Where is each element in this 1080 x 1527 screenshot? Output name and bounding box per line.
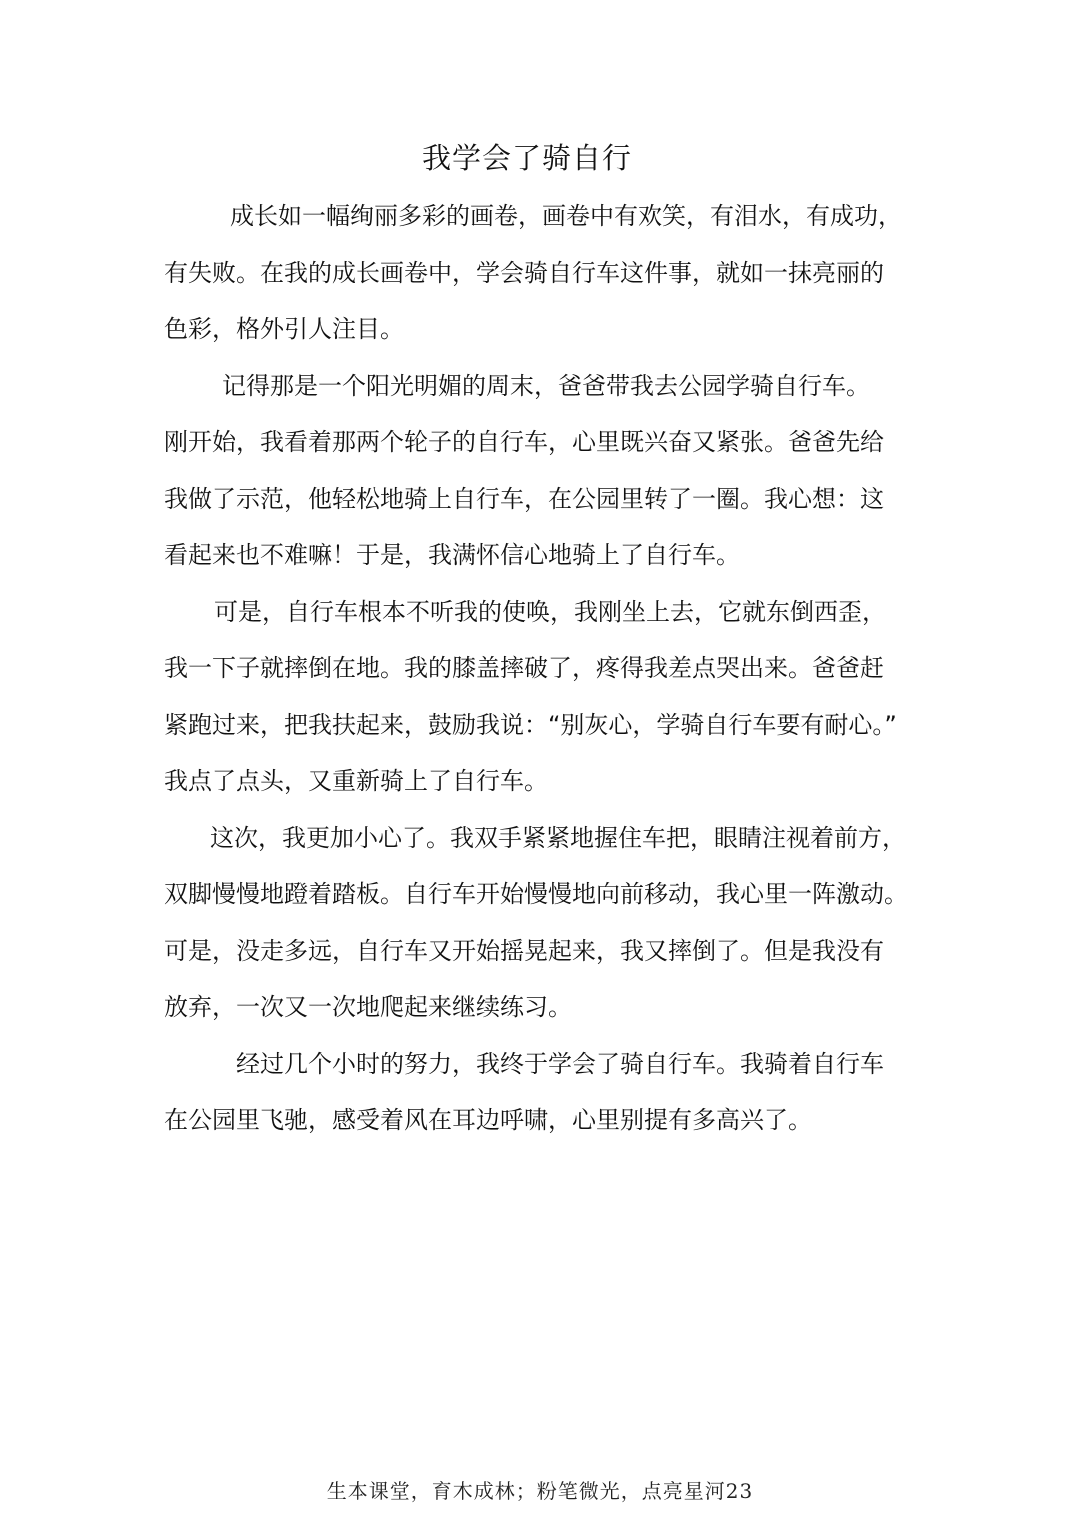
essay-body xyxy=(164,188,920,1149)
paragraph-1 xyxy=(164,188,920,358)
paragraph-line: 有失败。在我的成长画卷中，学会骑自行车这件事，就如一抹亮丽的 xyxy=(164,258,884,287)
paragraph-line: 刚开始，我看着那两个轮子的自行车，心里既兴奋又紧张。爸爸先给 xyxy=(164,428,884,456)
essay-title: 我学会了骑自行 xyxy=(421,141,632,175)
page-footer: 生本课堂，育木成林；粉笔微光，点亮星河23 xyxy=(326,1479,754,1503)
paragraph-line: 我一下子就摔倒在地。我的膝盖摔破了，疼得我差点哭出来。爸爸赶 xyxy=(164,654,884,682)
paragraph-line: 我做了示范，他轻松地骑上自行车，在公园里转了一圈。我心想：这 xyxy=(164,484,884,513)
paragraph-line: 可是，没走多远，自行车又开始摇晃起来，我又摔倒了。但是我没有 xyxy=(164,936,884,965)
paragraph-2 xyxy=(164,358,920,584)
paragraph-line: 双脚慢慢地蹬着踏板。自行车开始慢慢地向前移动，我心里一阵激动。 xyxy=(164,880,908,908)
paragraph-line: 放弃，一次又一次地爬起来继续练习。 xyxy=(164,993,572,1021)
paragraph-5 xyxy=(164,1036,920,1149)
paragraph-line: 我点了点头，又重新骑上了自行车。 xyxy=(164,767,548,795)
paragraph-4 xyxy=(164,810,920,1036)
paragraph-line: 看起来也不难嘛！于是，我满怀信心地骑上了自行车。 xyxy=(164,541,740,569)
paragraph-3 xyxy=(164,584,920,810)
paragraph-line: 可是，自行车根本不听我的使唤，我刚坐上去，它就东倒西歪， xyxy=(214,597,886,626)
paragraph-line: 经过几个小时的努力，我终于学会了骑自行车。我骑着自行车 xyxy=(236,1049,884,1078)
paragraph-line: 这次，我更加小心了。我双手紧紧地握住车把，眼睛注视着前方， xyxy=(210,823,906,852)
paragraph-line: 记得那是一个阳光明媚的周末，爸爸带我去公园学骑自行车。 xyxy=(222,371,870,400)
paragraph-line: 成长如一幅绚丽多彩的画卷，画卷中有欢笑，有泪水，有成功， xyxy=(230,202,902,230)
paragraph-line: 在公园里飞驰，感受着风在耳边呼啸，心里别提有多高兴了。 xyxy=(164,1106,812,1134)
paragraph-line: 紧跑过来，把我扶起来，鼓励我说：“别灰心，学骑自行车要有耐心。” xyxy=(164,710,897,739)
paragraph-line: 色彩，格外引人注目。 xyxy=(164,315,404,343)
